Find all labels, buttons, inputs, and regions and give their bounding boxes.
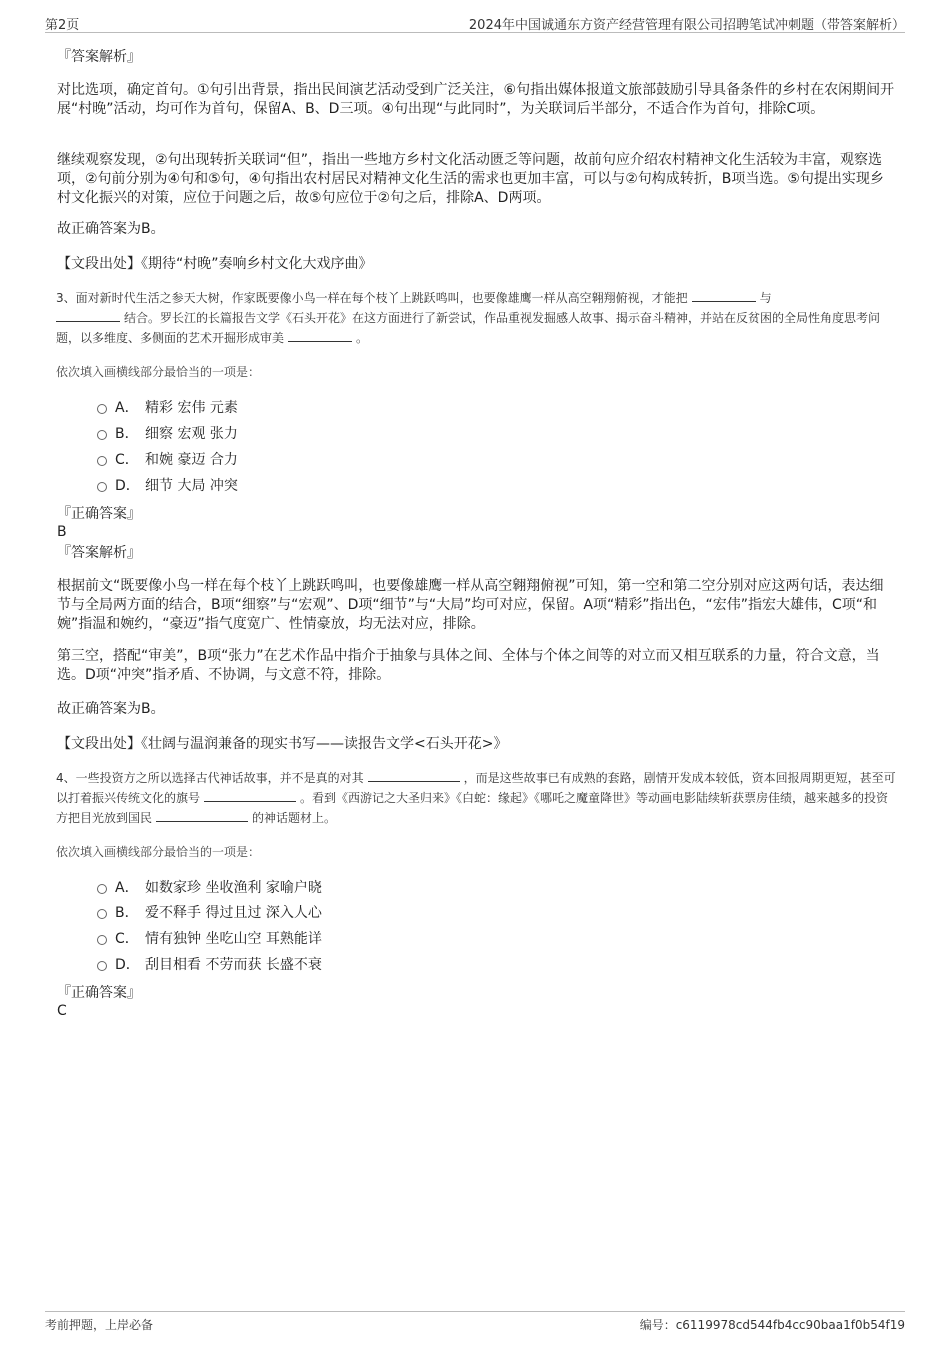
q3-prompt: 依次填入画横线部分最恰当的一项是：	[56, 365, 261, 379]
document-title: 2024年中国诚通东方资产经营管理有限公司招聘笔试冲刺题（带答案解析）	[468, 18, 905, 33]
q3-blank-1[interactable]	[692, 289, 756, 302]
q2-conclusion: 故正确答案为B。	[57, 221, 165, 237]
q3-correct-label: 『正确答案』	[57, 506, 141, 522]
q3-analysis-label: 『答案解析』	[57, 545, 141, 561]
q3-blank-3[interactable]	[288, 329, 352, 342]
q4-stem: 4、一些投资方之所以选择古代神话故事，并不是真的对其 ，而是这些故事已有成熟的套路，剧情开发成本较低，资本回报周期更短，甚至可以打着振兴传统文化的旗号 。看到《西游记之大圣归来》《白蛇：缘起》《哪吒之魔童降世》等动画电影陆续斩获票房佳绩，越来越多的投资方把目光放到国民 的神话题材上。	[56, 771, 896, 825]
q4-blank-1[interactable]	[368, 769, 460, 782]
q3-analysis-para-1: 根据前文“既要像小鸟一样在每个枝丫上跳跃鸣叫，也要像雄鹰一样从高空翱翔俯视”可知，第一空和第二空分别对应这两句话，表达细节与全局两方面的结合，B项“细察”与“宏观”、D项“细节”与“大局”均可对应，保留。A项“精彩”指出色，“宏伟”指宏大雄伟，C项“和婉”指温和婉约，“豪迈”指气度宽广、性情豪放，均无法对应，排除。	[57, 578, 884, 632]
radio-button-icon[interactable]	[97, 482, 107, 492]
q2-analysis-para-2: 继续观察发现，②句出现转折关联词“但”，指出一些地方乡村文化活动匮乏等问题，故前句应介绍农村精神文化生活较为丰富，观察选项，②句前分别为④句和⑤句，④句指出农村居民对精神文化生活的需求也更加丰富，可以与②句构成转折，B项当选。⑤句提出实现乡村文化振兴的对策，应位于问题之后，故⑤句应位于②句之后，排除A、D两项。	[57, 152, 884, 206]
q3-analysis-para-2: 第三空，搭配“审美”，B项“张力”在艺术作品中指介于抽象与具体之间、全体与个体之间等的对立而又相互联系的力量，符合文意，当选。D项“冲突”指矛盾、不协调，与文意不符，排除。	[57, 648, 880, 683]
q4-correct-answer: C	[57, 1003, 67, 1019]
page-number: 第2页	[45, 18, 80, 33]
radio-button-icon[interactable]	[97, 404, 107, 414]
q2-analysis-label: 『答案解析』	[57, 49, 141, 65]
q4-blank-3[interactable]	[156, 809, 248, 822]
q3-blank-2[interactable]	[56, 309, 120, 322]
radio-button-icon[interactable]	[97, 430, 107, 440]
q3-source: 【文段出处】《壮阔与温润兼备的现实书写——读报告文学<石头开花>》	[57, 736, 508, 752]
q2-source: 【文段出处】《期待“村晚”奏响乡村文化大戏序曲》	[57, 256, 373, 272]
radio-button-icon[interactable]	[97, 909, 107, 919]
q3-stem: 3、面对新时代生活之参天大树，作家既要像小鸟一样在每个枝丫上跳跃鸣叫，也要像雄鹰一样从高空翱翔俯视，才能把 与 结合。罗长江的长篇报告文学《石头开花》在这方面进行了新尝试，作品重视发掘感人故事、揭示奋斗精神，并站在反贫困的全局性角度思考问题，以多维度、多侧面的艺术开掘形成审美 。	[56, 291, 881, 345]
radio-button-icon[interactable]	[97, 935, 107, 945]
radio-button-icon[interactable]	[97, 456, 107, 466]
q4-blank-2[interactable]	[204, 789, 296, 802]
radio-button-icon[interactable]	[97, 961, 107, 971]
q3-correct-answer: B	[57, 524, 67, 540]
q4-prompt: 依次填入画横线部分最恰当的一项是：	[56, 845, 261, 859]
radio-button-icon[interactable]	[97, 884, 107, 894]
page-footer	[45, 1311, 905, 1336]
page-header	[45, 12, 905, 33]
footer-slogan: 考前押题，上岸必备	[45, 1318, 154, 1332]
q2-analysis-para-1: 对比选项，确定首句。①句引出背景，指出民间演艺活动受到广泛关注，⑥句指出媒体报道文旅部鼓励引导具备条件的乡村在农闲期间开展“村晚”活动，均可作为首句，保留A、B、D三项。④句出现“与此同时”，为关联词后半部分，不适合作为首句，排除C项。	[57, 82, 895, 117]
q3-conclusion: 故正确答案为B。	[57, 701, 165, 717]
document-id: 编号：c6119978cd544fb4cc90baa1f0b54f19	[639, 1318, 905, 1332]
q4-correct-label: 『正确答案』	[57, 985, 141, 1001]
